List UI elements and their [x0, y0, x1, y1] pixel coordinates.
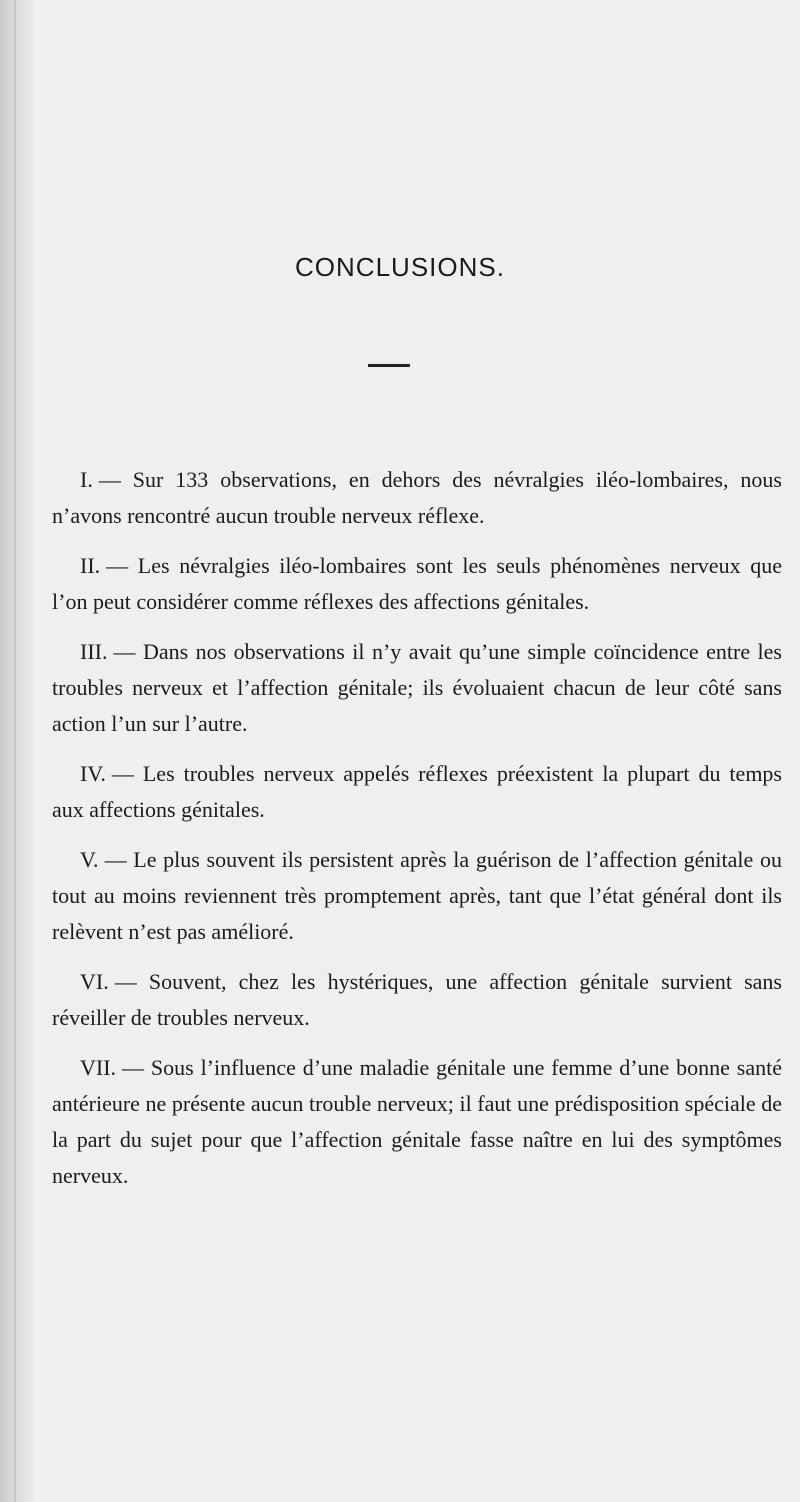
- conclusion-7: [52, 1050, 782, 1194]
- conclusion-number: IV.: [80, 761, 106, 786]
- conclusion-2: [52, 548, 782, 620]
- conclusion-number: VII.: [80, 1055, 117, 1080]
- conclusion-3: [52, 634, 782, 742]
- conclusion-number: V.: [80, 847, 99, 872]
- conclusion-text: — Sous l’influence d’une maladie génitale une femme d’une bonne santé antérieure ne présente aucun trouble nerveux; il faut une prédisposition spéciale de la part du sujet pour que l’affection génitale fasse naître en lui des symptômes nerveux.: [52, 1055, 782, 1188]
- conclusion-number: II.: [80, 553, 101, 578]
- conclusion-5: [52, 842, 782, 950]
- conclusion-number: I.: [80, 467, 93, 492]
- conclusion-text: — Les névralgies iléo-lombaires sont les seuls phénomènes nerveux que l’on peut considérer comme réflexes des affections génitales.: [52, 553, 782, 614]
- conclusion-text: — Dans nos observations il n’y avait qu’une simple coïncidence entre les troubles nerveux et l’affection génitale; ils évoluaient chacun de leur côté sans action l’un sur l’autre.: [52, 639, 782, 736]
- conclusion-text: — Sur 133 observations, en dehors des névralgies iléo-lombaires, nous n’avons rencontré aucun trouble nerveux réflexe.: [52, 467, 782, 528]
- conclusion-number: VI.: [80, 969, 109, 994]
- conclusion-4: [52, 756, 782, 828]
- conclusion-1: [52, 462, 782, 534]
- conclusion-text: — Les troubles nerveux appelés réflexes préexistent la plupart du temps aux affections génitales.: [52, 761, 782, 822]
- binding-shadow-line: [14, 0, 16, 1502]
- conclusions-list: [52, 462, 782, 1208]
- title-rule: [368, 364, 410, 367]
- conclusion-text: — Le plus souvent ils persistent après la guérison de l’affection génitale ou tout au moins reviennent très promptement après, tant que l’état général dont ils relèvent n’est pas amélioré.: [52, 847, 782, 944]
- conclusion-6: [52, 964, 782, 1036]
- conclusion-text: — Souvent, chez les hystériques, une affection génitale survient sans réveiller de troubles nerveux.: [52, 969, 782, 1030]
- conclusion-number: III.: [80, 639, 108, 664]
- page-binding-edge: [0, 0, 34, 1502]
- page-title: CONCLUSIONS.: [295, 252, 505, 282]
